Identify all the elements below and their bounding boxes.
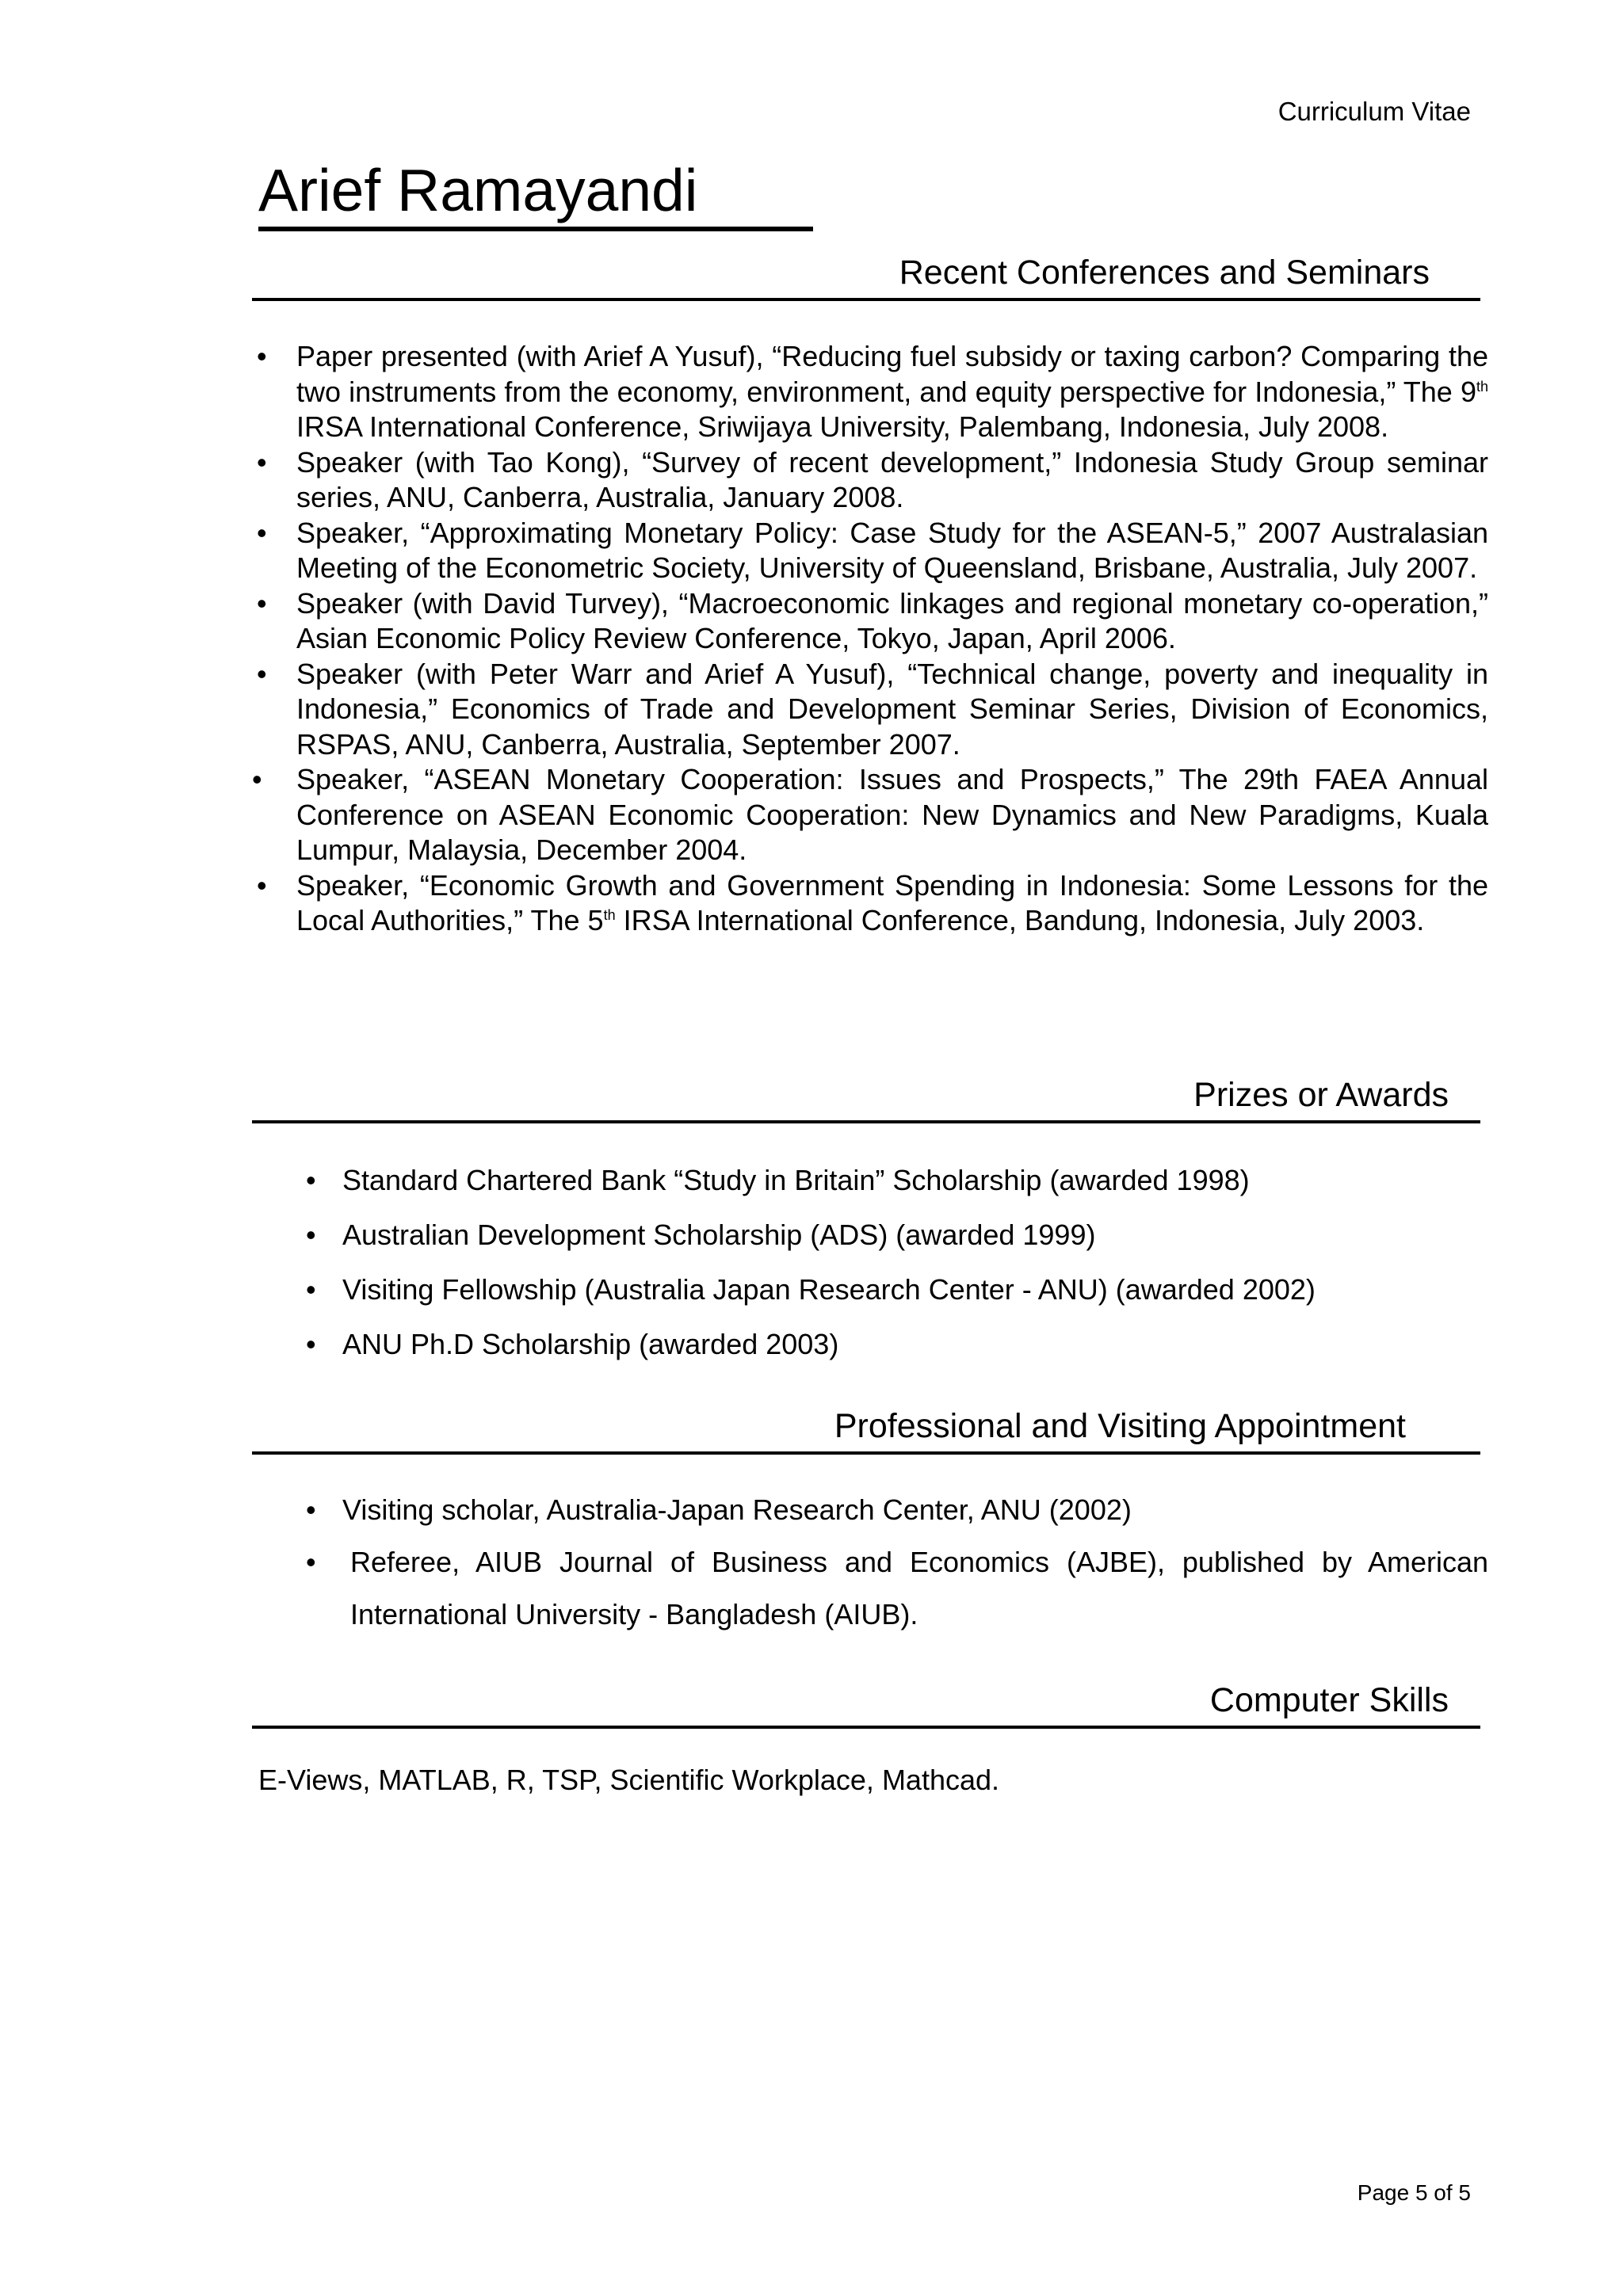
bullet-icon: •	[306, 1273, 316, 1306]
page-number: Page 5 of 5	[1357, 2180, 1471, 2205]
conference-item: • Speaker (with Peter Warr and Arief A Yusuf), “Technical change, poverty and inequality in Indonesia,” Economics of Trade and Development Seminar Series, Division of Economics, RSPAS, ANU, Canberra, Australia, September 2007.	[257, 657, 1488, 761]
bullet-icon: •	[257, 445, 267, 479]
conference-item: • Speaker (with David Turvey), “Macroeconomic linkages and regional monetary co-operation,” Asian Economic Policy Review Conference, Tokyo, Japan, April 2006.	[257, 586, 1488, 654]
skills-heading: Computer Skills	[252, 1680, 1480, 1729]
appointment-item: • Referee, AIUB Journal of Business and Economics (AJBE), published by American International University - Bangladesh (AIUB).	[301, 1536, 1488, 1641]
appointments-heading: Professional and Visiting Appointment	[252, 1405, 1480, 1455]
skills-text: E-Views, MATLAB, R, TSP, Scientific Workplace, Mathcad.	[258, 1764, 1000, 1796]
prize-item: • Australian Development Scholarship (ADS) (awarded 1999)	[306, 1219, 1096, 1251]
conferences-list	[252, 339, 1488, 939]
bullet-icon: •	[257, 516, 267, 549]
document-label: Curriculum Vitae	[1277, 97, 1471, 126]
bullet-icon: •	[257, 340, 267, 372]
conference-item: • Speaker, “Approximating Monetary Policy: Case Study for the ASEAN-5,” 2007 Australasian Meeting of the Econometric Society, University of Queensland, Brisbane, Australia, July 2007.	[257, 516, 1488, 584]
bullet-icon: •	[306, 1164, 316, 1196]
prizes-list	[301, 1163, 1490, 1382]
appointments-list	[301, 1484, 1488, 1641]
bullet-icon: •	[306, 1328, 316, 1360]
bullet-icon: •	[306, 1546, 316, 1578]
prize-item: • ANU Ph.D Scholarship (awarded 2003)	[306, 1328, 839, 1360]
conference-item: • Speaker, “ASEAN Monetary Cooperation: Issues and Prospects,” The 29th FAEA Annual Conference on ASEAN Economic Cooperation: New Dynamics and New Paradigms, Kuala Lumpur, Malaysia, December 2004.	[252, 763, 1488, 866]
bullet-icon: •	[306, 1219, 316, 1251]
bullet-icon: •	[252, 763, 262, 795]
prize-item: • Standard Chartered Bank “Study in Britain” Scholarship (awarded 1998)	[306, 1164, 1250, 1196]
conference-item: • Speaker, “Economic Growth and Government Spending in Indonesia: Some Lessons for the Local Authorities,” The 5th IRSA International Conference, Bandung, Indonesia, July 2003.	[257, 868, 1488, 936]
conference-item: • Paper presented (with Arief A Yusuf), “Reducing fuel subsidy or taxing carbon? Comparing the two instruments from the economy, environment, and equity perspective for Indonesia,” The 9th IRSA International Conference, Sriwijaya University, Palembang, Indonesia, July 2008.	[257, 340, 1488, 443]
bullet-icon: •	[257, 657, 267, 690]
conferences-heading: Recent Conferences and Seminars	[252, 252, 1480, 301]
bullet-icon: •	[257, 868, 267, 902]
cv-name: Arief Ramayandi	[258, 155, 813, 231]
prize-item: • Visiting Fellowship (Australia Japan Research Center - ANU) (awarded 2002)	[306, 1273, 1316, 1306]
appointment-item: • Visiting scholar, Australia-Japan Research Center, ANU (2002)	[301, 1484, 1488, 1536]
prizes-heading: Prizes or Awards	[252, 1074, 1480, 1123]
conference-item: • Speaker (with Tao Kong), “Survey of recent development,” Indonesia Study Group seminar series, ANU, Canberra, Australia, January 2008.	[257, 445, 1488, 513]
bullet-icon: •	[257, 586, 267, 620]
bullet-icon: •	[306, 1493, 316, 1526]
